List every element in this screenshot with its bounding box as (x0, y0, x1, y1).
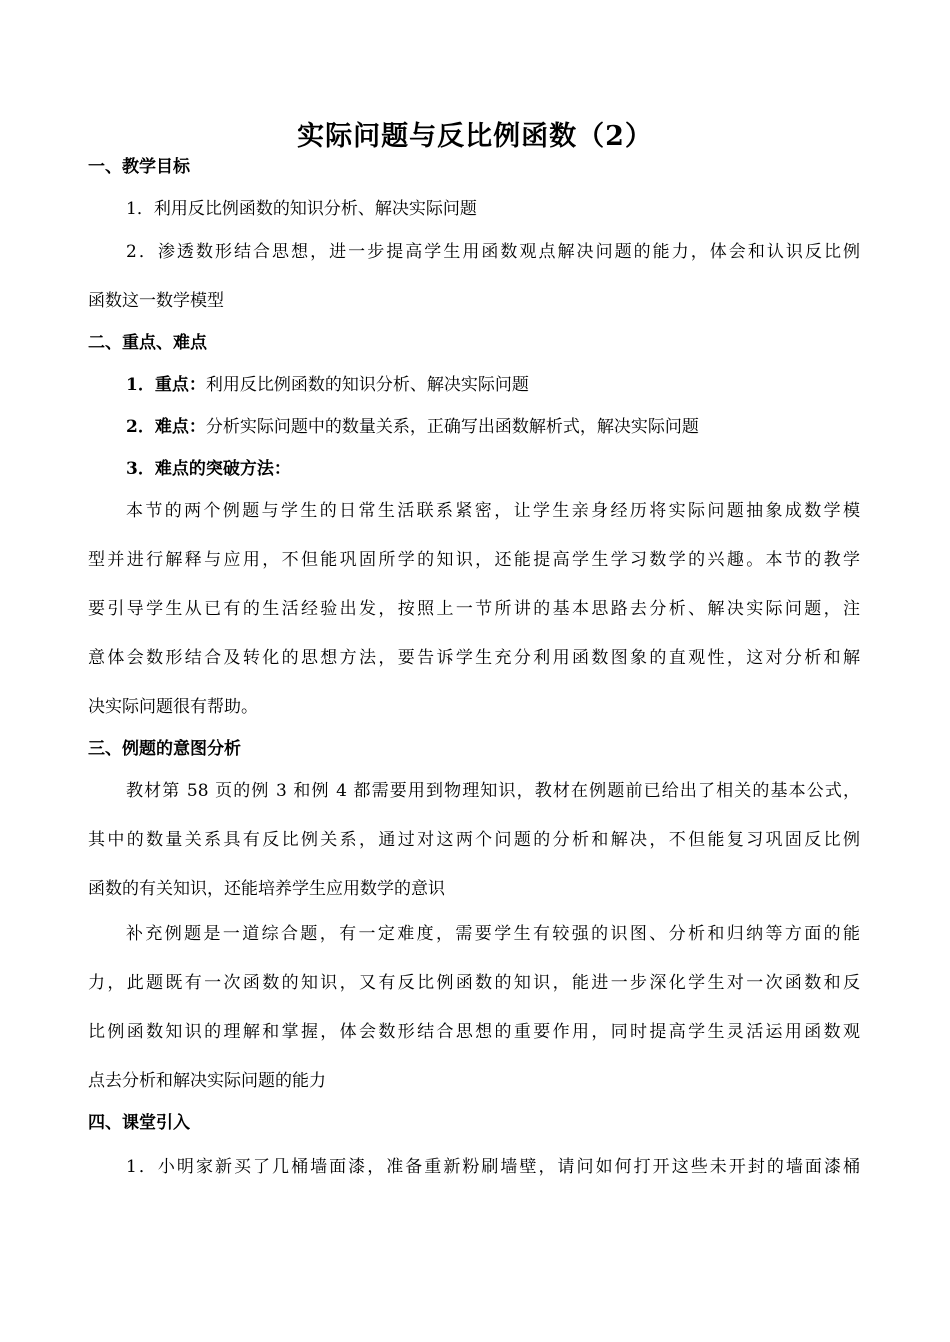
method-paragraph-line-1: 本节的两个例题与学生的日常生活联系紧密，让学生亲身经历将实际问题抽象成数学模 (126, 501, 860, 521)
intent-paragraph-1-line-3: 函数的有关知识，还能培养学生应用数学的意识 (88, 879, 445, 899)
introduction-item-1: 1．小明家新买了几桶墙面漆，准备重新粉刷墙壁，请问如何打开这些未开封的墙面漆桶 (126, 1157, 860, 1177)
difficulty-text: 分析实际问题中的数量关系，正确写出函数解析式，解决实际问题 (205, 417, 699, 437)
intent-paragraph-2-line-4: 点去分析和解决实际问题的能力 (88, 1071, 326, 1091)
difficulty-item-2 (126, 415, 699, 439)
intent-paragraph-1-line-2: 其中的数量关系具有反比例关系，通过对这两个问题的分析和解决，不但能复习巩固反比例 (88, 830, 860, 850)
breakthrough-method-heading (126, 457, 291, 481)
method-paragraph-line-4: 意体会数形结合及转化的思想方法，要告诉学生充分利用函数图象的直观性，这对分析和解 (88, 648, 860, 668)
objective-item-2-line-1: 2．渗透数形结合思想，进一步提高学生用函数观点解决问题的能力，体会和认识反比例 (126, 242, 860, 262)
method-paragraph-line-3: 要引导学生从已有的生活经验出发，按照上一节所讲的基本思路去分析、解决实际问题，注 (88, 599, 860, 619)
intent-paragraph-2-line-3: 比例函数知识的理解和掌握，体会数形结合思想的重要作用，同时提高学生灵活运用函数观 (88, 1022, 860, 1042)
key-point-text: 利用反比例函数的知识分析、解决实际问题 (205, 375, 529, 395)
section-heading-example-intent: 三、例题的意图分析 (88, 739, 241, 759)
method-paragraph-line-2: 型并进行解释与应用，不但能巩固所学的知识，还能提高学生学习数学的兴趣。本节的教学 (88, 550, 860, 570)
breakthrough-method-label: 3．难点的突破方法： (126, 459, 291, 479)
section-heading-introduction: 四、课堂引入 (88, 1113, 190, 1133)
intent-paragraph-1-line-1: 教材第 58 页的例 3 和例 4 都需要用到物理知识，教材在例题前已给出了相关的基本公式， (126, 781, 860, 801)
method-paragraph-line-5: 决实际问题很有帮助。 (88, 697, 258, 717)
objective-item-2-line-2: 函数这一数学模型 (88, 291, 224, 311)
key-point-item-1 (126, 373, 529, 397)
intent-paragraph-2-line-1: 补充例题是一道综合题，有一定难度，需要学生有较强的识图、分析和归纳等方面的能 (126, 924, 860, 944)
key-point-label: 1．重点： (126, 375, 206, 395)
document-title: 实际问题与反比例函数（2） (297, 121, 653, 152)
objective-item-1: 1．利用反比例函数的知识分析、解决实际问题 (126, 199, 477, 219)
intent-paragraph-2-line-2: 力，此题既有一次函数的知识，又有反比例函数的知识，能进一步深化学生对一次函数和反 (88, 973, 860, 993)
section-heading-objectives: 一、教学目标 (88, 157, 190, 177)
section-heading-key-points: 二、重点、难点 (88, 333, 207, 353)
difficulty-label: 2．难点： (126, 417, 206, 437)
